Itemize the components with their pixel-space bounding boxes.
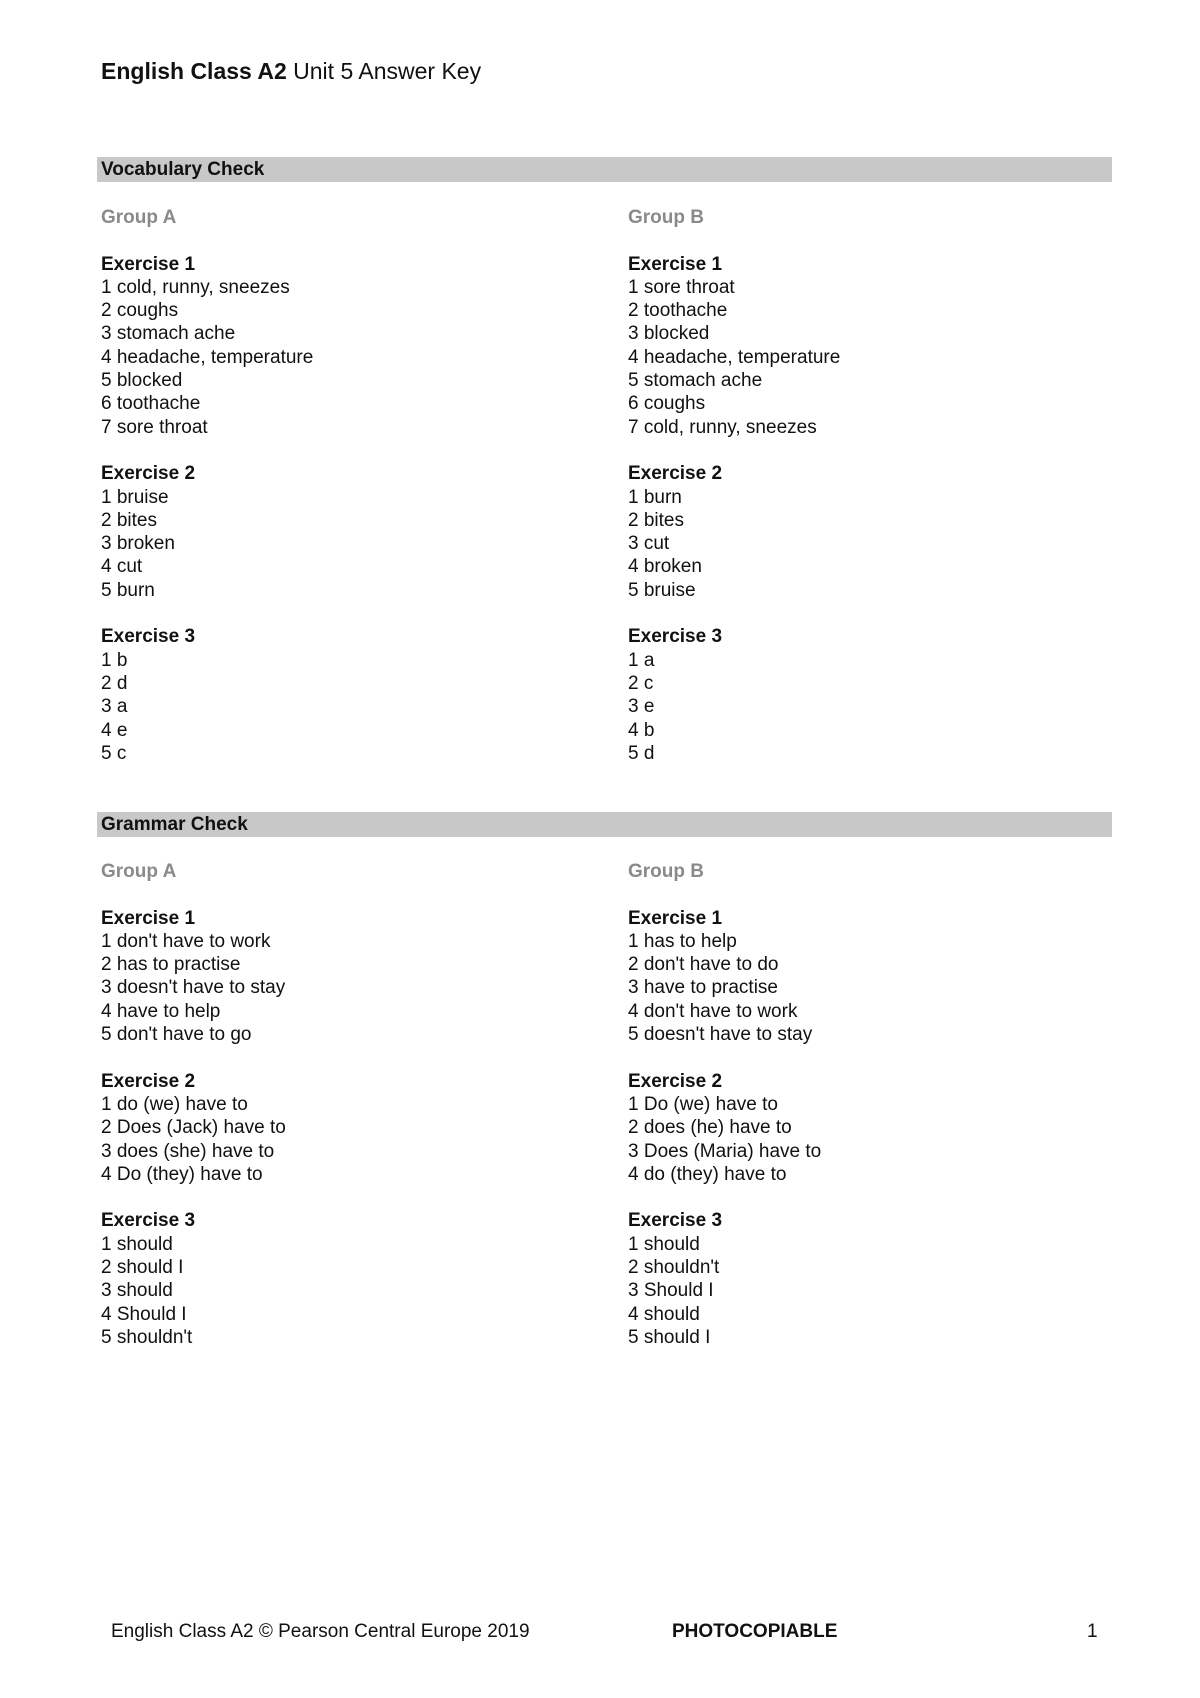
section-heading-grammar [97, 812, 1112, 837]
answer-line: 4 headache, temperature [101, 346, 314, 368]
answer-line: 3 cut [628, 533, 670, 555]
answer-line: 3 broken [101, 533, 175, 555]
exercise-block [101, 253, 581, 439]
page-title-rest: Unit 5 Answer Key [286, 58, 482, 84]
answer-line: 3 should [101, 1280, 173, 1302]
answer-line: 2 Does (Jack) have to [101, 1117, 286, 1139]
answer-line: 2 should I [101, 1257, 184, 1279]
vocabulary-group-b [628, 206, 1108, 788]
answer-line: 3 Should I [628, 1280, 714, 1302]
answer-line: 1 don't have to work [101, 930, 271, 952]
exercise-block [628, 1070, 1108, 1186]
answer-line: 5 doesn't have to stay [628, 1024, 813, 1046]
answer-line: 3 stomach ache [101, 323, 236, 345]
answer-line: 4 cut [101, 556, 143, 578]
answer-line: 1 sore throat [628, 276, 735, 298]
group-label: Group A [101, 207, 177, 228]
answer-line: 2 does (he) have to [628, 1117, 792, 1139]
answer-line: 7 cold, runny, sneezes [628, 416, 817, 438]
answer-line: 1 Do (we) have to [628, 1093, 778, 1115]
page-number: 1 [1087, 1621, 1098, 1642]
answer-line: 5 shouldn't [101, 1326, 193, 1348]
answer-line: 1 should [101, 1233, 173, 1255]
answer-line: 1 cold, runny, sneezes [101, 276, 290, 298]
answer-line: 4 have to help [101, 1000, 221, 1022]
answer-line: 4 headache, temperature [628, 346, 841, 368]
group-label: Group B [628, 861, 704, 882]
exercise-block [101, 462, 581, 602]
exercise-title: Exercise 3 [628, 1210, 723, 1232]
answer-line: 3 have to practise [628, 977, 778, 999]
answer-line: 4 e [101, 719, 128, 741]
exercise-block [101, 1070, 581, 1186]
footer-photocopiable: PHOTOCOPIABLE [672, 1621, 838, 1642]
answer-line: 1 burn [628, 486, 682, 508]
answer-line: 1 a [628, 649, 655, 671]
answer-line: 1 should [628, 1233, 700, 1255]
exercise-title: Exercise 2 [628, 463, 723, 485]
answer-line: 3 Does (Maria) have to [628, 1140, 822, 1162]
answer-line: 5 bruise [628, 579, 696, 601]
answer-line: 2 has to practise [101, 954, 241, 976]
answer-line: 2 c [628, 672, 654, 694]
answer-line: 1 b [101, 649, 128, 671]
group-label: Group B [628, 207, 704, 228]
exercise-block [628, 907, 1108, 1047]
exercise-block [628, 1209, 1108, 1349]
exercise-title: Exercise 2 [101, 1070, 196, 1092]
answer-line: 2 d [101, 672, 128, 694]
exercise-title: Exercise 3 [628, 626, 723, 648]
answer-line: 4 do (they) have to [628, 1163, 787, 1185]
answer-line: 2 coughs [101, 300, 179, 322]
answer-line: 4 Do (they) have to [101, 1163, 263, 1185]
grammar-group-a [101, 860, 581, 1373]
answer-line: 5 don't have to go [101, 1024, 252, 1046]
exercise-block [628, 462, 1108, 602]
exercise-block [101, 1209, 581, 1349]
exercise-block [101, 907, 581, 1047]
exercise-title: Exercise 2 [628, 1070, 723, 1092]
exercise-block [101, 625, 581, 765]
answer-line: 5 c [101, 742, 127, 764]
answer-line: 3 does (she) have to [101, 1140, 275, 1162]
exercise-title: Exercise 1 [101, 907, 196, 929]
answer-line: 5 stomach ache [628, 370, 763, 392]
exercise-title: Exercise 2 [101, 463, 196, 485]
answer-line: 6 coughs [628, 393, 706, 415]
answer-line: 3 blocked [628, 323, 710, 345]
answer-line: 5 should I [628, 1326, 711, 1348]
exercise-title: Exercise 3 [101, 626, 196, 648]
answer-line: 2 shouldn't [628, 1257, 720, 1279]
answer-line: 3 doesn't have to stay [101, 977, 286, 999]
answer-line: 4 Should I [101, 1303, 187, 1325]
answer-line: 4 don't have to work [628, 1000, 798, 1022]
answer-line: 5 burn [101, 579, 155, 601]
answer-line: 7 sore throat [101, 416, 208, 438]
grammar-group-b [628, 860, 1108, 1373]
answer-line: 1 bruise [101, 486, 169, 508]
answer-line: 2 bites [101, 509, 157, 531]
exercise-title: Exercise 1 [628, 253, 723, 275]
answer-line: 5 d [628, 742, 655, 764]
exercise-title: Exercise 1 [628, 907, 723, 929]
footer-copyright: English Class A2 © Pearson Central Europe 2019 [111, 1621, 530, 1642]
answer-line: 2 toothache [628, 300, 728, 322]
exercise-title: Exercise 3 [101, 1210, 196, 1232]
answer-line: 5 blocked [101, 370, 183, 392]
answer-line: 6 toothache [101, 393, 201, 415]
group-label: Group A [101, 861, 177, 882]
answer-line: 4 b [628, 719, 655, 741]
answer-line: 4 broken [628, 556, 702, 578]
exercise-title: Exercise 1 [101, 253, 196, 275]
page-title-bold: English Class A2 [101, 58, 287, 84]
exercise-block [628, 253, 1108, 439]
answer-line: 2 don't have to do [628, 954, 779, 976]
section-heading-vocabulary [97, 157, 1112, 182]
answer-line: 1 has to help [628, 930, 737, 952]
answer-line: 3 e [628, 696, 655, 718]
section-heading-grammar-label: Grammar Check [101, 814, 248, 835]
section-heading-vocabulary-label: Vocabulary Check [101, 159, 265, 180]
answer-line: 4 should [628, 1303, 700, 1325]
vocabulary-group-a [101, 206, 581, 788]
answer-line: 1 do (we) have to [101, 1093, 248, 1115]
answer-line: 3 a [101, 696, 128, 718]
exercise-block [628, 625, 1108, 765]
answer-line: 2 bites [628, 509, 684, 531]
page-title [101, 57, 481, 85]
